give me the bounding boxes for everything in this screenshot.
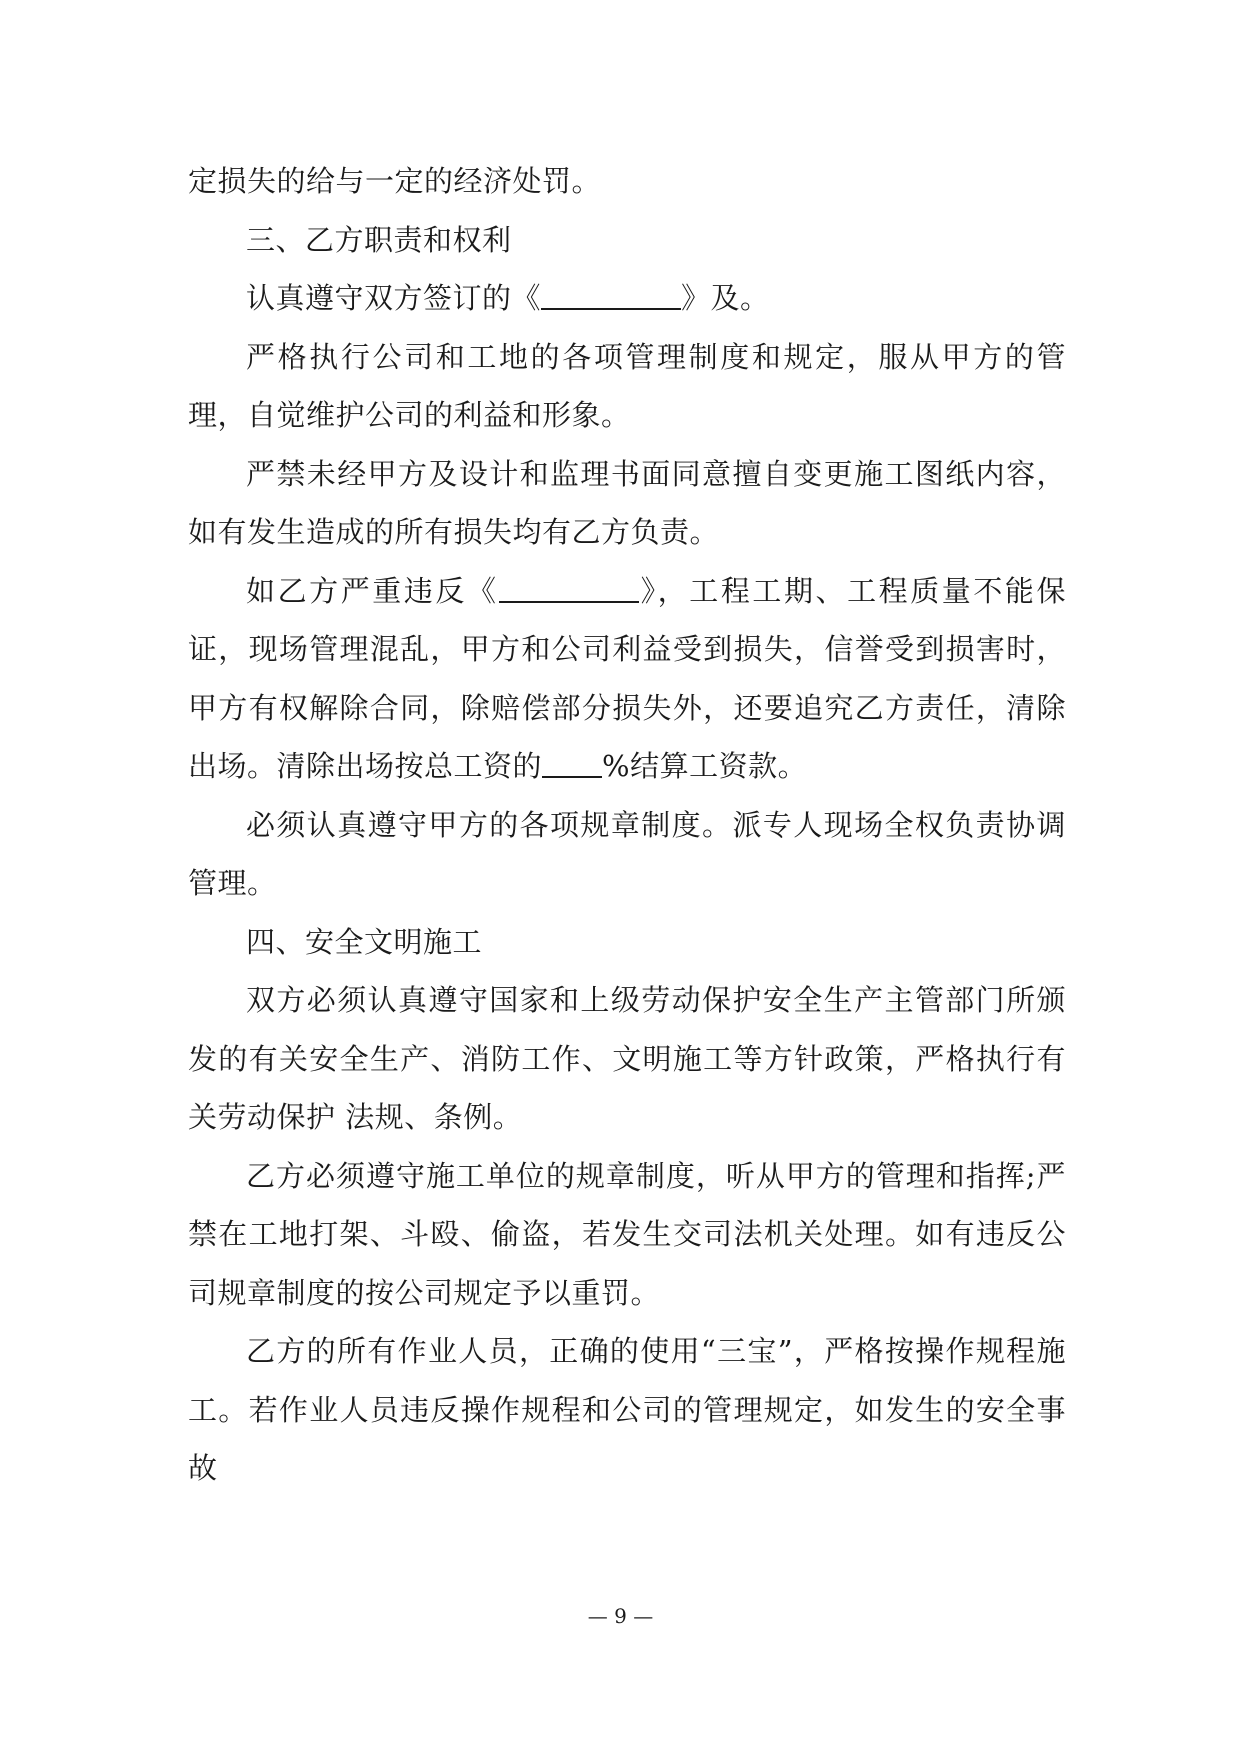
page-number: — 9 — (587, 1604, 654, 1628)
paragraph-agreement-compliance (188, 269, 1066, 328)
paragraph-management-rules: 严格执行公司和工地的各项管理制度和规定，服从甲方的管理，自觉维护公司的利益和形象。 (188, 339, 1066, 432)
paragraph-site-conduct: 乙方必须遵守施工单位的规章制度，听从甲方的管理和指挥;严禁在工地打架、斗殴、偷盗，若发生交司法机关处理。如有违反公司规章制度的按公司规定予以重罚。 (188, 1158, 1066, 1310)
section-heading-safety: 四、安全文明施工 (246, 924, 483, 959)
section-heading-party-b-duties: 三、乙方职责和权利 (246, 222, 512, 257)
paragraph-text: %结算工资款。 (602, 749, 808, 783)
paragraph-safety-regulations: 双方必须认真遵守国家和上级劳动保护安全生产主管部门所颁发的有关安全生产、消防工作、文明施工等方针政策，严格执行有关劳动保护 法规、条例。 (188, 983, 1066, 1134)
paragraph-serious-violation (188, 562, 1066, 796)
paragraph-three-treasures: 乙方的所有作业人员，正确的使用“三宝”，严格按操作规程施工。若作业人员违反操作规程和公司的管理规定，如发生的安全事故 (188, 1334, 1066, 1485)
paragraph-text: 如乙方严重违反《 (246, 573, 499, 608)
fill-in-blank-percentage (542, 746, 602, 778)
document-body (188, 152, 1066, 1498)
fill-in-blank-agreement-name (541, 278, 681, 310)
paragraph-rules-coordination: 必须认真遵守甲方的各项规章制度。派专人现场全权负责协调管理。 (188, 807, 1066, 900)
paragraph-continuation: 定损失的给与一定的经济处罚。 (188, 164, 602, 198)
paragraph-text: 》，工程工期、工程质量不能保证，现场管理混乱，甲方和公司利益受到损失，信誉受到损害时，甲方有权解除合同，除赔偿部分损失外，还要追究乙方责任，清除出场。清除出场按总工资的 (188, 573, 1066, 783)
paragraph-text: 》及。 (681, 281, 770, 315)
fill-in-blank-contract-name (499, 571, 639, 603)
paragraph-drawing-changes: 严禁未经甲方及设计和监理书面同意擅自变更施工图纸内容，如有发生造成的所有损失均有乙方负责。 (188, 456, 1066, 549)
paragraph-text: 认真遵守双方签订的《 (246, 281, 542, 315)
